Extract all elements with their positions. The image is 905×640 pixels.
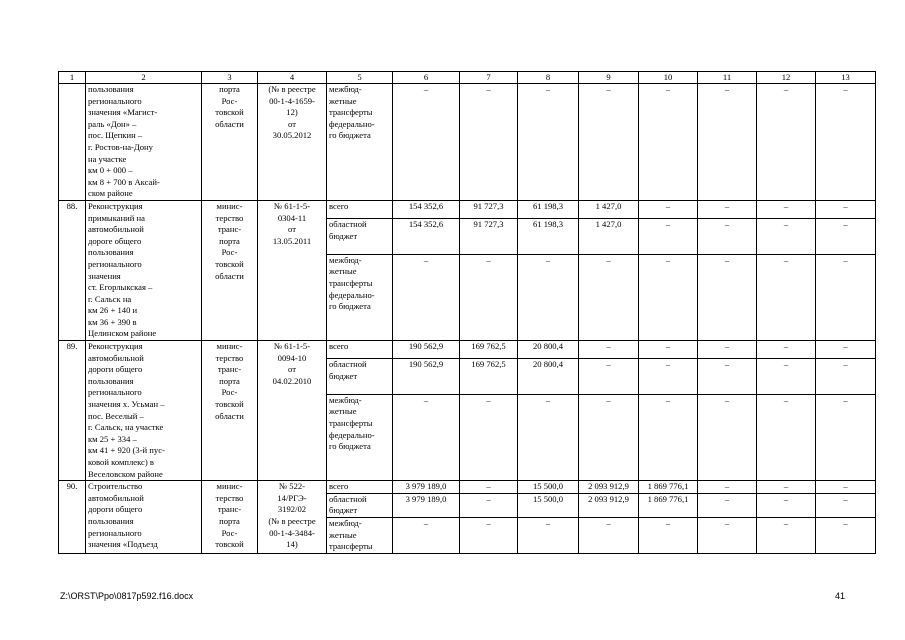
amount-cell: –: [393, 394, 460, 480]
amount-cell: –: [460, 394, 518, 480]
amount-cell: –: [639, 200, 698, 218]
amount-cell: –: [639, 254, 698, 340]
funding-source-cell: межбюд- жетные трансферты федерально- го бюджета: [327, 394, 393, 480]
amount-cell: 15 500,0: [518, 493, 579, 517]
column-number-cell: 7: [460, 72, 518, 84]
amount-cell: –: [698, 254, 757, 340]
object-name-cell: Строительство автомобильной дороги общего пользования регионального значения «Подъезд: [86, 481, 202, 554]
amount-cell: –: [460, 493, 518, 517]
amount-cell: 15 500,0: [518, 481, 579, 494]
amount-cell: –: [757, 394, 816, 480]
table-row: [59, 341, 876, 359]
column-number-cell: 13: [816, 72, 876, 84]
table-row: [59, 200, 876, 218]
amount-cell: –: [816, 493, 876, 517]
amount-cell: 61 198,3: [518, 200, 579, 218]
amount-cell: –: [518, 84, 579, 201]
funding-source-cell: областной бюджет: [327, 359, 393, 394]
amount-cell: 1 427,0: [579, 219, 639, 254]
funding-source-cell: межбюд- жетные трансферты федерально- го бюджета: [327, 254, 393, 340]
column-number-cell: 9: [579, 72, 639, 84]
object-name-cell: Реконструкция автомобильной дороги общего пользования регионального значения х. Усьман – пос. Веселый – г. Сальск, на участке км 25 + 334 – км 41 + 920 (3-й пус- ковой комплекс) в Веселовском районе: [86, 341, 202, 481]
amount-cell: 3 979 189,0: [393, 493, 460, 517]
amount-cell: –: [698, 200, 757, 218]
funding-source-cell: всего: [327, 341, 393, 359]
amount-cell: 20 800,4: [518, 341, 579, 359]
amount-cell: –: [698, 481, 757, 494]
amount-cell: –: [393, 517, 460, 553]
project-document-cell: № 61-1-5- 0094-10 от 04.02.2010: [258, 341, 327, 481]
amount-cell: –: [579, 394, 639, 480]
amount-cell: –: [757, 493, 816, 517]
amount-cell: –: [816, 84, 876, 201]
amount-cell: 169 762,5: [460, 359, 518, 394]
item-number-cell: 90.: [59, 481, 86, 554]
object-name-cell: Реконструкция примыканий на автомобильной дороге общего пользования регионального значения ст. Егорлыкская – г. Сальск на км 26 + 140 и км 36 + 390 в Целинском районе: [86, 200, 202, 340]
column-number-cell: 10: [639, 72, 698, 84]
column-number-cell: 1: [59, 72, 86, 84]
amount-cell: –: [816, 394, 876, 480]
amount-cell: –: [639, 359, 698, 394]
amount-cell: –: [518, 254, 579, 340]
amount-cell: 154 352,6: [393, 219, 460, 254]
column-number-cell: 5: [327, 72, 393, 84]
amount-cell: –: [757, 200, 816, 218]
amount-cell: –: [816, 254, 876, 340]
amount-cell: 2 093 912,9: [579, 481, 639, 494]
amount-cell: –: [757, 341, 816, 359]
table-body: [59, 72, 876, 554]
amount-cell: –: [816, 219, 876, 254]
column-number-cell: 6: [393, 72, 460, 84]
funding-source-cell: межбюд- жетные трансферты: [327, 517, 393, 553]
amount-cell: –: [698, 394, 757, 480]
funding-source-cell: всего: [327, 200, 393, 218]
amount-cell: –: [698, 493, 757, 517]
column-number-cell: 12: [757, 72, 816, 84]
amount-cell: –: [460, 517, 518, 553]
amount-cell: –: [639, 84, 698, 201]
table-row: [59, 481, 876, 494]
funding-source-cell: областной бюджет: [327, 219, 393, 254]
responsible-agency-cell: порта Рос- товской области: [202, 84, 258, 201]
amount-cell: 91 727,3: [460, 219, 518, 254]
amount-cell: –: [816, 359, 876, 394]
page-number: 41: [834, 591, 845, 601]
amount-cell: –: [757, 254, 816, 340]
amount-cell: –: [639, 219, 698, 254]
amount-cell: –: [460, 254, 518, 340]
amount-cell: 61 198,3: [518, 219, 579, 254]
amount-cell: –: [393, 254, 460, 340]
project-document-cell: № 522- 14/РГЭ- 3192/02 (№ в реестре 00-1-4-3484- 14): [258, 481, 327, 554]
amount-cell: 1 869 776,1: [639, 493, 698, 517]
responsible-agency-cell: минис- терство транс- порта Рос- товской области: [202, 341, 258, 481]
amount-cell: 190 562,9: [393, 341, 460, 359]
amount-cell: –: [460, 84, 518, 201]
amount-cell: –: [816, 341, 876, 359]
file-path: Z:\ORST\Ppo\0817p592.f16.docx: [60, 591, 194, 601]
amount-cell: 20 800,4: [518, 359, 579, 394]
amount-cell: 154 352,6: [393, 200, 460, 218]
item-number-cell: [59, 84, 86, 201]
column-number-cell: 3: [202, 72, 258, 84]
amount-cell: –: [757, 84, 816, 201]
table-row: [59, 84, 876, 201]
amount-cell: –: [639, 517, 698, 553]
amount-cell: –: [579, 254, 639, 340]
amount-cell: 1 427,0: [579, 200, 639, 218]
item-number-cell: 89.: [59, 341, 86, 481]
amount-cell: –: [698, 84, 757, 201]
amount-cell: –: [579, 84, 639, 201]
amount-cell: –: [816, 517, 876, 553]
funding-source-cell: межбюд- жетные трансферты федерально- го бюджета: [327, 84, 393, 201]
amount-cell: –: [639, 394, 698, 480]
column-number-cell: 11: [698, 72, 757, 84]
item-number-cell: 88.: [59, 200, 86, 340]
column-number-cell: 8: [518, 72, 579, 84]
amount-cell: –: [579, 517, 639, 553]
amount-cell: 3 979 189,0: [393, 481, 460, 494]
amount-cell: –: [816, 481, 876, 494]
amount-cell: –: [393, 84, 460, 201]
amount-cell: –: [698, 517, 757, 553]
responsible-agency-cell: минис- терство транс- порта Рос- товской: [202, 481, 258, 554]
amount-cell: 2 093 912,9: [579, 493, 639, 517]
amount-cell: –: [698, 219, 757, 254]
project-document-cell: (№ в реестре 00-1-4-1659- 12) от 30.05.2012: [258, 84, 327, 201]
amount-cell: –: [698, 359, 757, 394]
amount-cell: –: [757, 219, 816, 254]
amount-cell: –: [579, 341, 639, 359]
column-number-cell: 2: [86, 72, 202, 84]
amount-cell: –: [579, 359, 639, 394]
amount-cell: 91 727,3: [460, 200, 518, 218]
responsible-agency-cell: минис- терство транс- порта Рос- товской области: [202, 200, 258, 340]
amount-cell: –: [816, 200, 876, 218]
funding-source-cell: областной бюджет: [327, 493, 393, 517]
program-table: [58, 71, 876, 554]
amount-cell: 1 869 776,1: [639, 481, 698, 494]
amount-cell: –: [757, 481, 816, 494]
amount-cell: –: [757, 359, 816, 394]
amount-cell: –: [757, 517, 816, 553]
amount-cell: 169 762,5: [460, 341, 518, 359]
object-name-cell: пользования регионального значения «Магист- раль «Дон» – пос. Щепкин – г. Ростов-на-Дону на участке км 0 + 000 – км 8 + 700 в Аксай- ском районе: [86, 84, 202, 201]
amount-cell: –: [518, 394, 579, 480]
project-document-cell: № 61-1-5- 0304-11 от 13.05.2011: [258, 200, 327, 340]
column-number-cell: 4: [258, 72, 327, 84]
amount-cell: 190 562,9: [393, 359, 460, 394]
amount-cell: –: [518, 517, 579, 553]
amount-cell: –: [639, 341, 698, 359]
header-row: [59, 72, 876, 84]
amount-cell: –: [698, 341, 757, 359]
funding-source-cell: всего: [327, 481, 393, 494]
amount-cell: –: [460, 481, 518, 494]
